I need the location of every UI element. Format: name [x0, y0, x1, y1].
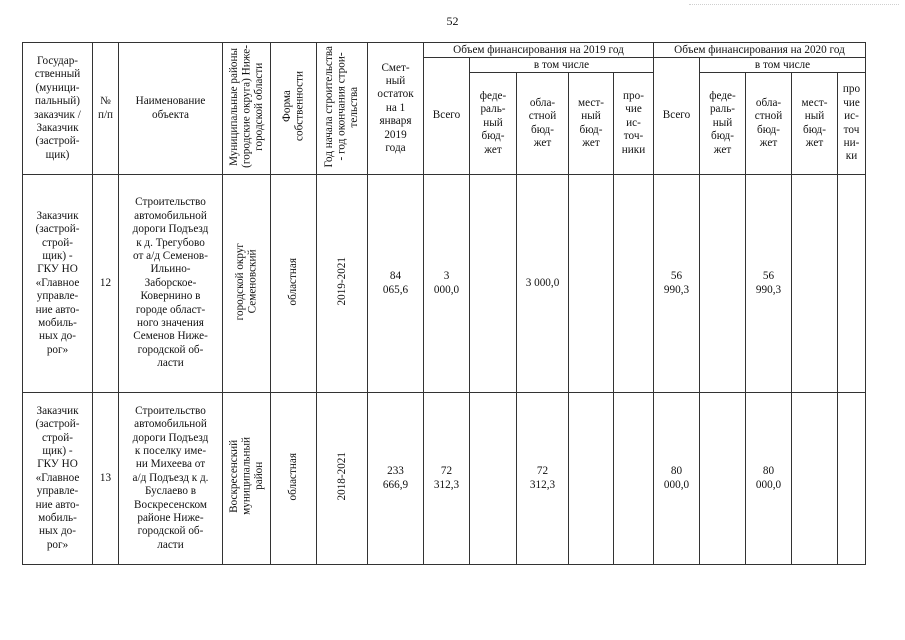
row-total-2019: 3 000,0	[424, 175, 470, 393]
row-local-2019	[569, 175, 614, 393]
page-number: 52	[446, 14, 459, 28]
header-years: Год начала строительства - год окончания строи- тельства	[323, 45, 361, 168]
header-years-cell	[317, 43, 368, 175]
header-fin-2019: Объем финансирования на 2019 год	[424, 43, 654, 58]
row-remaining: 233 666,9	[368, 393, 424, 565]
row-other-2020	[838, 393, 866, 565]
header-federal-2019: феде- раль- ный бюд- жет	[470, 73, 517, 175]
row-ownership: областная	[287, 452, 300, 501]
header-remaining: Смет- ный остаток на 1 января 2019 года	[368, 43, 424, 175]
row-num: 12	[93, 175, 119, 393]
header-customer: Государ- ственный (муници- пальный) заказчик / Заказчик (застрой- щик)	[23, 43, 93, 175]
row-object-name: Строительство автомобильной дороги Подъезд к поселку име- ни Михеева от а/д Подъезд к д. Буслаево в Воскресенском районе Ниже- городской об- ласти	[119, 393, 223, 565]
header-incl-2020: в том числе	[700, 58, 866, 73]
row-local-2020	[792, 393, 838, 565]
row-years-cell	[317, 175, 368, 393]
row-federal-2019	[470, 175, 517, 393]
header-local-2019: мест- ный бюд- жет	[569, 73, 614, 175]
header-num: № п/п	[93, 43, 119, 175]
table-row	[23, 175, 866, 393]
header-federal-2020: феде- раль- ный бюд- жет	[700, 73, 746, 175]
row-regional-2019: 3 000,0	[517, 175, 569, 393]
header-row-1	[23, 43, 866, 58]
row-years: 2018-2021	[335, 452, 348, 501]
header-districts-cell	[223, 43, 271, 175]
table-row	[23, 393, 866, 565]
row-years: 2019-2021	[335, 257, 348, 306]
row-district-cell	[223, 393, 271, 565]
row-ownership: областная	[287, 257, 300, 306]
header-total-2020: Всего	[654, 58, 700, 175]
scan-artifact	[689, 4, 899, 6]
header-regional-2019: обла- стной бюд- жет	[517, 73, 569, 175]
header-incl-2019: в том числе	[470, 58, 654, 73]
row-total-2019: 72 312,3	[424, 393, 470, 565]
row-federal-2019	[470, 393, 517, 565]
row-federal-2020	[700, 175, 746, 393]
row-regional-2019: 72 312,3	[517, 393, 569, 565]
row-total-2020: 80 000,0	[654, 393, 700, 565]
construction-financing-table	[22, 42, 866, 565]
row-regional-2020: 56 990,3	[746, 175, 792, 393]
header-other-2019: про- чие ис- точ- ники	[614, 73, 654, 175]
row-ownership-cell	[271, 175, 317, 393]
row-remaining: 84 065,6	[368, 175, 424, 393]
header-districts: Муниципальные районы (городские округа) Ниже- городской области	[227, 44, 265, 168]
row-district-cell	[223, 175, 271, 393]
row-customer: Заказчик (застрой- строй- щик) - ГКУ НО «Главное управле- ние авто- мобиль- ных до- рог»	[23, 393, 93, 565]
header-ownership: Форма собственности	[280, 71, 306, 142]
row-other-2019	[614, 175, 654, 393]
header-local-2020: мест- ный бюд- жет	[792, 73, 838, 175]
row-district: Воскресенский муниципальный район	[227, 437, 265, 516]
row-years-cell	[317, 393, 368, 565]
header-ownership-cell	[271, 43, 317, 175]
row-local-2020	[792, 175, 838, 393]
row-customer: Заказчик (застрой- строй- щик) - ГКУ НО «Главное управле- ние авто- мобиль- ных до- рог»	[23, 175, 93, 393]
row-total-2020: 56 990,3	[654, 175, 700, 393]
row-regional-2020: 80 000,0	[746, 393, 792, 565]
row-other-2020	[838, 175, 866, 393]
row-federal-2020	[700, 393, 746, 565]
row-object-name: Строительство автомобильной дороги Подъезд к д. Трегубово от а/д Семенов- Ильино- Заборское- Ковернино в городе област- ного значения Семенов Ниже- городской об- ласти	[119, 175, 223, 393]
row-local-2019	[569, 393, 614, 565]
header-regional-2020: обла- стной бюд- жет	[746, 73, 792, 175]
header-fin-2020: Объем финансирования на 2020 год	[654, 43, 866, 58]
row-ownership-cell	[271, 393, 317, 565]
row-other-2019	[614, 393, 654, 565]
header-total-2019: Всего	[424, 58, 470, 175]
row-num: 13	[93, 393, 119, 565]
header-other-2020: про чие ис- точ ни- ки	[838, 73, 866, 175]
header-object-name: Наименование объекта	[119, 43, 223, 175]
row-district: городской округ Семеновский	[233, 242, 259, 320]
